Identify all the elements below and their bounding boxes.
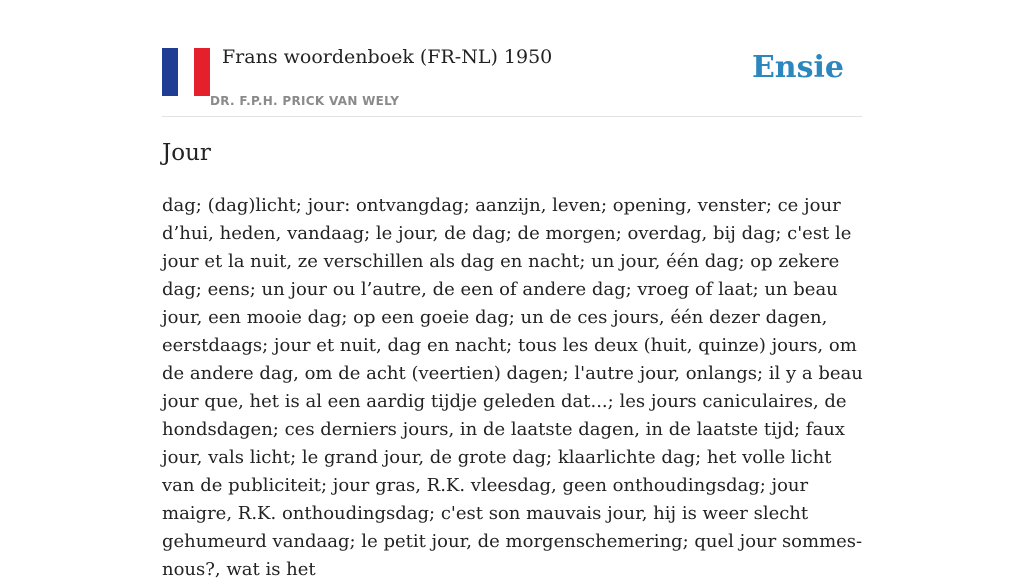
flag-stripe-white <box>178 48 194 96</box>
entry-definition: dag; (dag)licht; jour: ontvangdag; aanzijn, leven; opening, venster; ce jour d’hui, heden, vandaag; le jour, de dag; de morgen; overdag, bij dag; c'est le jour et la nuit, ze verschillen als dag en nacht; un jour, één dag; op zekere dag; eens; un jour ou l’autre, de een of andere dag; vroeg of laat; un beau jour, een mooie dag; op een goeie dag; un de ces jours, één dezer dagen, eerstdaags; jour et nuit, dag en nacht; tous les deux (huit, quinze) jours, om de andere dag, om de acht (veertien) dagen; l'autre jour, onlangs; il y a beau jour que, het is al een aardig tijdje geleden dat...; les jours caniculaires, de hondsdagen; ces derniers jours, in de laatste dagen, in de laatste tijd; faux jour, vals licht; le grand jour, de grote dag; klaarlichte dag; het volle licht van de publiciteit; jour gras, R.K. vleesdag, geen onthoudingsdag; jour maigre, R.K. onthoudingsdag; c'est son mauvais jour, hij is weer slecht gehumeurd vandaag; le petit jour, de morgenschemering; quel jour sommes-nous?, wat is het <box>162 195 863 580</box>
entry-title: Jour <box>162 140 211 166</box>
brand-logo-link[interactable]: Ensie <box>751 50 844 85</box>
flag-stripe-blue <box>162 48 178 96</box>
dictionary-header <box>162 44 862 117</box>
dictionary-title-link[interactable]: Frans woordenboek (FR-NL) 1950 <box>222 46 553 68</box>
dictionary-author: DR. F.P.H. PRICK VAN WELY <box>210 94 400 108</box>
french-flag-icon <box>162 48 210 96</box>
flag-stripe-red <box>194 48 210 96</box>
